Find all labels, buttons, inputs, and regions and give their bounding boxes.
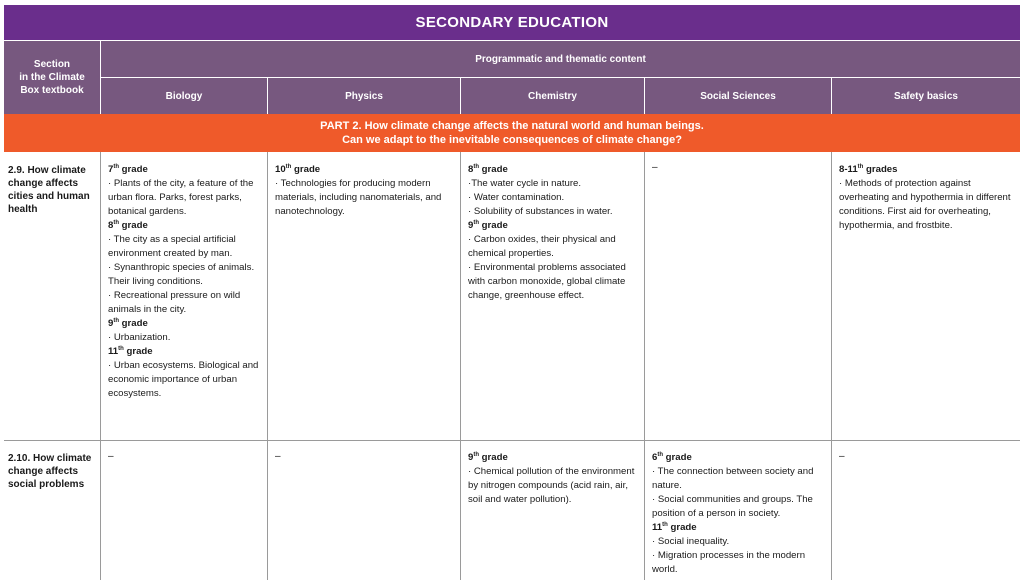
grade-number: 8: [108, 220, 114, 231]
grade-word: grade: [123, 346, 153, 357]
grade-label: [652, 521, 828, 535]
part-banner: [4, 114, 1020, 152]
subject-header-safety-basics: Safety basics: [832, 78, 1020, 114]
curriculum-table: [4, 5, 1020, 580]
grade-label: [468, 451, 640, 465]
cell-chemistry-row2: [468, 451, 640, 507]
grade-label: [108, 219, 262, 233]
cell-chemistry-row1: [468, 163, 640, 303]
cell-social-row2: [652, 451, 828, 577]
part-title-line1: PART 2. How climate change affects the natural world and human beings.: [320, 120, 704, 132]
section-column-header: Section in the Climate Box textbook: [4, 41, 100, 114]
grade-number: 9: [468, 452, 474, 463]
grade-suffix: th: [473, 163, 480, 170]
grade-word: grade: [119, 164, 148, 175]
list-item: · Social inequality.: [652, 536, 730, 547]
row-section-2-9: 2.9. How climate change affects cities and human health: [8, 165, 90, 215]
cell-safety-row2: –: [839, 451, 845, 462]
subject-header-social-sciences: Social Sciences: [645, 78, 831, 114]
grade-suffix: th: [285, 163, 292, 170]
list-item: · Urban ecosystems. Biological and economic importance of urban ecosystems.: [108, 360, 259, 399]
grade-suffix: th: [473, 219, 480, 226]
grade-word: grades: [863, 164, 898, 175]
list-item: · Solubility of substances in water.: [468, 206, 613, 217]
grade-number: 6: [652, 452, 658, 463]
list-item: · Recreational pressure on wild animals in the city.: [108, 290, 241, 315]
grade-label: [468, 219, 640, 233]
cell-physics-row1: [275, 163, 455, 219]
grade-word: grade: [479, 220, 508, 231]
subject-header-chemistry: Chemistry: [461, 78, 644, 114]
grade-word: grade: [663, 452, 692, 463]
grade-number: 9: [108, 318, 114, 329]
row-section-2-10: 2.10. How climate change affects social problems: [8, 453, 92, 490]
list-item: · Methods of protection against overheating and hypothermia in different conditions. First aid for overheating, hypothermia, and frostbite.: [839, 178, 1011, 231]
grade-number: 8: [468, 164, 474, 175]
grade-label: [652, 451, 828, 465]
list-item: ·The water cycle in nature.: [468, 178, 582, 189]
cell-biology-row2: –: [108, 451, 114, 462]
list-item: · Chemical pollution of the environment by nitrogen compounds (acid rain, air, soil and water pollution).: [468, 466, 635, 505]
list-item: · Carbon oxides, their physical and chemical properties.: [468, 234, 616, 259]
grade-label: [108, 163, 262, 177]
grade-word: grade: [479, 452, 508, 463]
grade-suffix: th: [473, 451, 480, 458]
grade-suffix: th: [113, 163, 120, 170]
grade-word: grade: [119, 318, 148, 329]
cell-safety-row1: [839, 163, 1015, 233]
cell-social-row1: –: [652, 162, 658, 173]
list-item: · Technologies for producing modern materials, including nanomaterials, and nanotechnology.: [275, 178, 442, 217]
grade-number: 10: [275, 164, 286, 175]
list-item: · Water contamination.: [468, 192, 565, 203]
grade-word: grade: [479, 164, 508, 175]
subject-header-biology: Biology: [101, 78, 267, 114]
grade-suffix: th: [113, 219, 120, 226]
list-item: · Synanthropic species of animals. Their living conditions.: [108, 262, 255, 287]
list-item: · Social communities and groups. The position of a person in society.: [652, 494, 813, 519]
cell-biology-row1: [108, 163, 262, 401]
list-item: · Migration processes in the modern world.: [652, 550, 806, 575]
list-item: · Environmental problems associated with carbon monoxide, global climate change, greenhouse effect.: [468, 262, 626, 301]
grade-label: [108, 317, 262, 331]
cell-physics-row2: –: [275, 451, 281, 462]
list-item: · The connection between society and nature.: [652, 466, 814, 491]
grade-label: [839, 163, 1015, 177]
grade-suffix: th: [857, 163, 864, 170]
grade-suffix: th: [113, 317, 120, 324]
grade-label: [468, 163, 640, 177]
list-item: · Plants of the city, a feature of the urban flora. Parks, forest parks, botanical gardens.: [108, 178, 254, 217]
grade-suffix: th: [657, 451, 664, 458]
grade-label: [275, 163, 455, 177]
grade-word: grade: [667, 522, 697, 533]
list-item: · Urbanization.: [108, 332, 171, 343]
part-title-line2: Can we adapt to the inevitable consequences of climate change?: [342, 134, 682, 146]
grade-suffix: th: [118, 345, 124, 352]
grade-number: 8-11: [839, 164, 858, 175]
grade-number: 11: [108, 346, 119, 357]
grade-suffix: th: [662, 521, 668, 528]
grade-word: grade: [119, 220, 148, 231]
grade-number: 11: [652, 522, 663, 533]
subject-header-physics: Physics: [268, 78, 460, 114]
grade-label: [108, 345, 262, 359]
grade-word: grade: [291, 164, 321, 175]
programmatic-header: Programmatic and thematic content: [101, 41, 1020, 77]
grade-number: 7: [108, 164, 114, 175]
table-title: SECONDARY EDUCATION: [4, 5, 1020, 40]
list-item: · The city as a special artificial environment created by man.: [108, 234, 236, 259]
grade-number: 9: [468, 220, 474, 231]
